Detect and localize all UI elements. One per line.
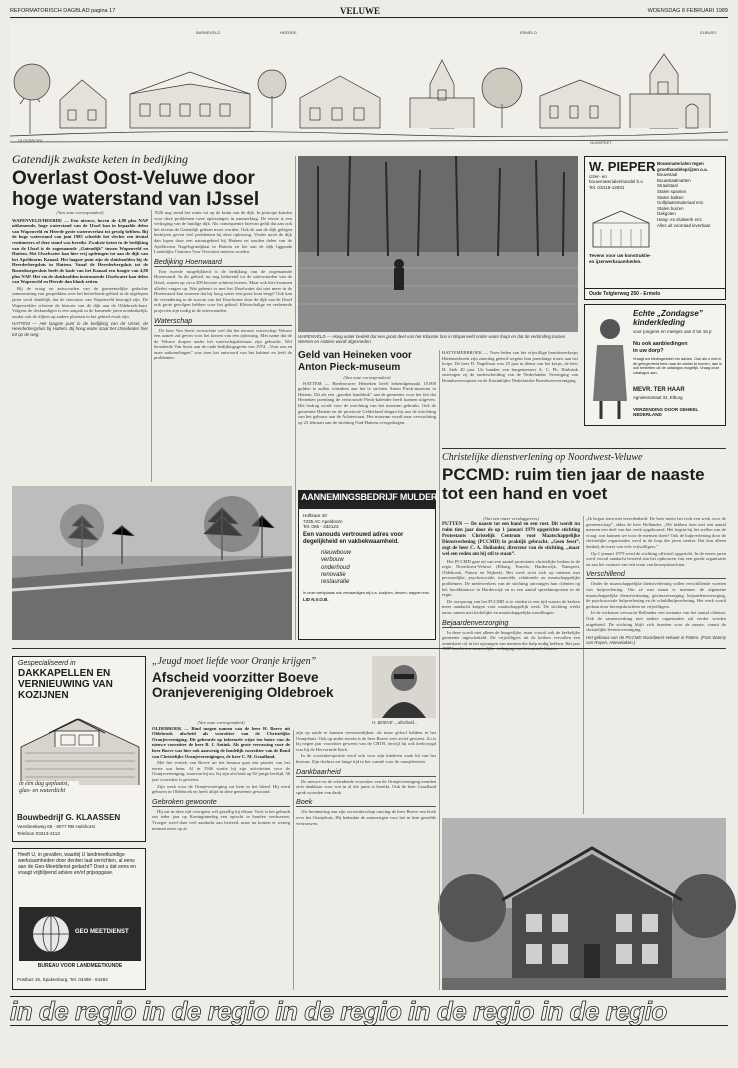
article-text: HATTEMERBROEK — Twee leden van het vrijwillige brandweerkorps Hattemerbroek zijn zaterdag geëerd wegens hun jarenlange trouw aan het korps. De heer D. Nagelhout was 25 jaar in dienst van het korps, de heer H. Stek 40 jaar. Uit handen van burgemeester A. C. Ph. Harbrink ontvingen zij de onderscheiding van de Nederlandse Vereniging van Brandweercorpsen en de Koninklijke Nederlandse Brandweervereniging. — [442, 350, 578, 383]
ad-klaassen-address: Veenbeekweg 65 - 8077 RB Hulshorst — [17, 824, 95, 829]
article-pccmd-col1 — [442, 516, 580, 814]
article-headline: PCCMD: ruim tien jaar de naaste tot een hand en voet — [442, 465, 705, 503]
pccmd-caption: Het gebouw van de PCCMD Noordwest-Veluwe in Putten. (Foto Wanny van Royen, Hoevelaken.) — [586, 634, 726, 645]
subheading-gewoonte: Gebroken gewoonte — [152, 797, 290, 807]
article-afscheid-col2 — [296, 730, 436, 992]
ad-mulder-footer: In onze werkplaats ook vervaardigen wij o.a. kozijnen, deuren, trappen enz. — [303, 590, 430, 595]
ad-kinderkleding — [584, 304, 726, 426]
ad-pieper-item: Stalen balken — [657, 194, 684, 200]
banner-label-ermelo: ERMELO — [520, 30, 537, 35]
article-paragraph: De oorsprong van het PCCMD is te vinden in een tijd waarin de kerken meer aandacht kregen voor maatschappelijk werk. De stichting werkt nauw samen met kerkelijke en maatschappelijke instellingen. — [442, 598, 580, 615]
ad-klaassen-top: Gespecialiseerd in — [18, 660, 76, 667]
ad-klaassen-phone: Telefoon 03413-2113 — [17, 831, 60, 836]
article-paragraph: Met het vertrek van Boeve uit het bestuur gaat een pionier van het eerste uur heen. Al in 1946 startte hij zijn activiteiten voor de Oranjevereniging, waarvan hij nu, bij zijn afscheid op 82-jarige leeftijd, 36 jaar voorzitter is geweest. — [152, 760, 290, 782]
ad-mulder-header — [299, 491, 456, 509]
ad-geo-meetdienst — [12, 848, 146, 990]
article-kicker: Gatendijk zwakste keten in bedijking — [12, 152, 188, 166]
photo-pccmd-building — [442, 818, 726, 990]
banner-label-heerde: HEERDE — [280, 30, 297, 35]
page-header — [10, 6, 728, 18]
ad-pieper — [584, 156, 726, 300]
article-paragraph: Bij de vraag en antwoorden van de gemeentelijke gedachte samenvatting van gesprekken over het betreffende gebied in de afgelopen jaren werd duidelijk dat de inwoners van Wapenveld bezorgd zijn. De Wapenvelder schetste de historie van de dijk aan de Oldebroek-kant. Volgens de deskundigen is een aanpak in de komende jaren noodzakelijk, omdat ook de dijken op andere plaatsen in het gebied zwak zijn. — [12, 285, 148, 319]
article-byline: (Van onze correspondent) — [343, 375, 391, 380]
column-rule — [583, 516, 584, 814]
geo-logo-text: GEO MEETDIENST — [75, 929, 129, 935]
article-paragraph: In de toekomst verwacht Hollander een toename van het aantal cliënten. Ook de samenwerking met andere organisaties zal verder worden uitgebreid. De stichting blijft zich inzetten voor de naaste, vanuit de christelijke levensovertuiging. — [586, 610, 726, 633]
photo-flood-caption: WAPENVELD — Hoog water bedekt dat een groot deel van het Klooster bos in Wapenveld onder water loopt en dat de verbinding tussen Wemen en Hattem wordt afgesneden. — [298, 334, 566, 345]
article-paragraph: Het PCCMD gaat uit van een aantal protestants christelijke kerken in de regio Noordwest-Veluwe (Elburg, Ermelo, Harderwijk, Nunspeet, Oldebroek, Putten en Nijkerk). Het werk richt zich op mensen met persoonlijke, psychosociale, materiële, relationele en maatschappelijke problemen. De medewerkers van de stichting ontvangen hun cliënten op het hoofdkantoor in Harderwijk en in een aantal spreekuurposten in de regio. — [442, 558, 580, 598]
subheading-verschillend: Verschillend — [586, 569, 726, 579]
article-paragraph: Zijn werk voor de Oranjevereniging zat hem in het bloed. Hij werd geboren in Oldebroek en heeft altijd in deze gemeente gewoond. — [152, 783, 290, 795]
ad-pieper-item: Hang- en sluitwerk enz. — [657, 216, 703, 222]
ad-klaassen — [12, 656, 146, 842]
column-rule — [151, 210, 152, 482]
article-pccmd — [442, 452, 726, 514]
article-paragraph: „Ik begon toen met tevredenheid. De heer noem het toch een werk voor de gemeenschap”, aldus de heer Hollander. „We hebben toen met een aantal mensen een deel van het werk opgebouwd. Het begint bij het stellen van de vraag: wat kunnen we voor de mensen doen? Ook de hulpverlening door de christelijke organisaties werd in de loop der jaren sterker. Dat kon alleen dankzij de inzet van vele vrijwilligers.” — [586, 516, 726, 549]
article-afscheid-col1 — [152, 720, 290, 992]
ad-pieper-item: Bouwstaal — [657, 172, 678, 178]
photo-caption: HATTEM — Het laagste punt in de bedijking van de IJssel, de Heerderbergsluis bij Hattem. Bij hoog water staat het IJsselwater hier tot op de weg. — [12, 321, 148, 337]
ad-mulder-service: nieuwbouw — [321, 549, 352, 556]
ad-mulder-service: verbouw — [321, 557, 344, 564]
article-paragraph: Onder de maatschappelijke dienstverlening vallen verschillende vormen van hulpverlening. Om ze met naam te noemen: de algemene maatschappelijke dienstverlening, gezinsverzorging, bejaardenverzorging, de psychosociale hulpverlening en de schuldhulpverlening. Het werk wordt gedaan door beroepskrachten en vrijwilligers. — [586, 581, 726, 609]
article-overlast-col1 — [12, 210, 148, 482]
ad-pieper-item: Alles uit voorraad leverbaar — [657, 222, 711, 228]
ad-klaassen-title: DAKKAPELLEN EN VERNIEUWING VAN KOZIJNEN — [18, 668, 113, 701]
ad-geo-bar: BUREAU VOOR LANDMEETKUNDE — [37, 963, 123, 969]
article-pccmd-col2 — [586, 516, 726, 814]
ad-mulder-service: renovatie — [321, 572, 346, 578]
ad-kinder-question: in uw dorp? — [633, 348, 664, 354]
article-paragraph: De nieuwe en de scheidende voorzitter van de Oranjevereniging toonden zich dankbaar voor wat in al die jaren is bereikt. Ook de heer Graafland sprak woorden van dank. — [296, 778, 436, 795]
article-headline: Afscheid voorzitter Boeve Oranjevereniging Oldebroek — [152, 670, 334, 700]
ad-klaassen-mid: in één dag geplaatst, glas- en waterdicht — [19, 781, 79, 795]
ad-pieper-item: Bouwmaterialen tegen groothandelsprijzen o.a. — [657, 161, 708, 172]
ad-pieper-item: Stalen buizen — [657, 205, 684, 211]
article-heineken — [298, 350, 436, 460]
ad-pieper-sub: IJzer- en bouwmaterialenhandel b.v. — [589, 174, 644, 184]
article-text: HATTEM — Bierbrouwer Heineken heeft bekendgemaakt 10.000 gulden te zullen schenken aan het te stichten Anton Pieck-museum in Hattem. Dit als een „gouden handdruk” aan de gemeente voor het feit dat Heineken jarenlang de vertrouwde Pieck-kalender heeft kunnen uitgeven. Het bedrag wordt voor de inrichting van het museum gebruikt. Ook de gemeente Hattem en de provincie Gelderland dragen bij aan de inrichting van het gebouw aan de Achterstraat. Het museum wordt naar verwachting op 23 februari aan de stichting Oud-Hattem overgedragen. — [298, 380, 436, 425]
ad-geo-text: Heeft U, in gevallen, waarbij U landmeetkundige werkzaamheden door derden laat verrichten, al eens aan de Geo-Meetdienst gedacht? Doet u dat eens en vraagt vrijblijvend advies en/of prijsopgave. — [18, 852, 136, 876]
article-byline: (Van onze correspondent) — [197, 720, 245, 725]
article-paragraph: In de voorzitterspositie werd ook voor zijn kinderen vaak lid van het bestuur. Zijn dochter zat lange tijd in het comité voor de oranjefeesten. — [296, 753, 436, 764]
ad-mulder-service: restauratie — [321, 579, 350, 586]
ad-pieper-phone: Tel. 03418-12831 — [589, 185, 625, 190]
ad-mulder — [298, 490, 456, 640]
article-paragraph: Als herinnering aan zijn voorzitterschap ontving de heer Boeve een boek over het Oranjehuis. Hij bedankte de aanwezigen voor het in hem gestelde vertrouwen. — [296, 809, 436, 826]
ad-kinder-intro: voor jongens en meisjes van 0 tot 16 jr. — [633, 329, 713, 334]
article-paragraph: zijn op aarde te kunnen verwezenlijken, als maar geloof hebben in het Oranjehuis. Ook op ander terrein is de heer Boeve zeer actief geweest. Zo is hij negen jaar voorzitter geweest van de CBTB, terwijl hij ook kerkvoogd was bij de Hervormde Kerk. — [296, 730, 436, 752]
subheading-dankbaarheid: Dankbaarheid — [296, 767, 436, 777]
ad-mulder-company: AANNEMINGSBEDRIJF MULDER B.V. — [301, 492, 456, 502]
ad-pieper-item: Stalen spanten — [657, 188, 687, 194]
article-headline: Overlast Oost-Veluwe door hoge waterstand van IJssel — [12, 168, 260, 210]
banner-drawing — [10, 24, 728, 148]
ad-kinder-footer: VERZENDING DOOR GEHEEL NEDERLAND — [633, 407, 699, 418]
article-paragraph: Op 1 januari 1979 werd de stichting officieel opgericht. In de eerste jaren werd vooral aandacht besteed aan het opbouwen van een goede organisatie en aan het vormen van een team van beroepskrachten. — [586, 550, 726, 567]
child-figure — [589, 311, 631, 421]
article-kicker: Christelijke dienstverlening op Noordwest-Veluwe — [442, 452, 643, 463]
article-hattemerbroek — [442, 350, 578, 450]
ad-mulder-services — [299, 546, 435, 587]
article-paragraph: De heer Van Soest verwachtte wel dat het nieuwe waterschap Veluwe een aanzet zal geven voor het kiezen van een oplossing. Met name dat de de Veluwe dorpen onder het waterschapsbestuur zijn gebracht. Wel benaderde Van Soest aan de oude bedijkingsgrens van 1974. „Voor ons en onze nakomelingen” was toen het antwoord van het kabinet en leeft de problemen. — [154, 327, 292, 361]
footer-banner — [10, 996, 728, 1026]
column-rule — [295, 156, 296, 640]
banner-label-nunspeet: NUNSPEET — [590, 140, 612, 145]
article-paragraph: Hij zat in deze tijd overigens wel gezellig bij elkaar. Toch is het gebruik om ieder jaar op Koninginnedag een optocht te houden verdwenen. Vroeger werd daar veel aandacht aan besteed, maar nu komen er weinig mensen meer op af. — [152, 808, 290, 831]
article-afscheid — [152, 656, 364, 716]
banner-label-elburg: ELBURG — [700, 30, 717, 35]
ad-pieper-item: Dakgoten — [657, 211, 676, 217]
banner-label-barneveld: BARNEVELD — [196, 30, 221, 35]
article-paragraph: In deze wordt niet alleen de burgerlijke, maar vooral ook de kerkelijke gemeente ingeschakeld. De vrijwilligers uit de kerken vervullen een onmisbare rol in het opvangen van mensen die hulp nodig hebben. Het jaar — [442, 629, 580, 646]
header-center: VELUWE — [340, 6, 381, 16]
portrait-boeve — [372, 656, 436, 718]
article-lead: PUTTEN — De naaste tot een hand en een voet. Dit wordt nu ruim tien jaar door de op 1 januari 1979 opgerichte stichting Protestants Christelijk Centrum voor Maatschappelijke Dienstverlening (PCCMD) in praktijk gebracht. „Geen feest”, zegt de heer C. A. Hollander, directeur van de stichting, „maar wel een reden om bij stil te staan”. — [442, 521, 580, 557]
article-lead: OLDEBROEK — Bind mogen namen van de heer H. Boeve uit Oldebroek afscheid als voorzitter van de Christelijke Oranjevereniging. Dit gebeurde op informele wijze ten huize van de nieuwe voorzitter de heer B. J. Antink. Als grote verrassing voor de heer Boeve was hier ook aanwezig de landelijk voorzitter van de Bond van Christelijke Oranjeverenigingen, de heer C. M. Graafland. — [152, 725, 290, 759]
photo-dike — [12, 486, 292, 640]
subheading-waterschap: Waterschap — [154, 316, 292, 326]
ad-kinder-title: Echte „Zondagse” kinderkleding — [633, 309, 703, 327]
building-photo — [442, 818, 726, 990]
ad-kinder-addr: Agnietenstraat 32, Elburg — [633, 395, 683, 400]
ad-mulder-address: Hoftsaar 40 7335 AC Apeldoorn Tel. 055 - 332123 — [303, 513, 343, 530]
section-rule — [12, 648, 726, 649]
article-byline: (Van een onzer verslaggevers) — [483, 516, 539, 521]
ad-mulder-members: LID N.V.O.B. — [303, 597, 329, 603]
subheading-boek: Boek — [296, 797, 436, 807]
section-rule — [442, 448, 726, 449]
ad-pieper-item: Bouwstaalmatten — [657, 177, 691, 183]
article-paragraph: 1926 nog stond het water tot op de kruin van de dijk. In principe konden voor deze problemen twee oplossingen in aanmerking. De eerste is een verhoging van de huidige dijk. Als consequentie hiervan geldt dat aan ook het niveau de Gatendijk gedaan moet worden. Ook de aan de dijk gelegen bedrijven geven veel problemen bij deze oplossing. Verder moet de dijk dan lopen door een natuurgebied bij Hattem en zouden delen van de Apeldoorns Nagelsgrindplaat in Hattem en het aan de dijk liggende Landelijke Centrum Voor Overstort moeten worden. — [154, 210, 292, 255]
ad-pieper-name: W. PIEPER — [589, 159, 656, 174]
column-rule — [439, 350, 440, 990]
ad-kinder-name: MEVR. TER HAAR — [633, 387, 685, 393]
article-paragraph: Een tweede mogelijkheid is de bedijking van de zogenaamde Hoenwaard. In dit gebied, nu nog behorend tot de uiterwaarden van de IJssel, wonen op circa 300 hectare achttien boeren. Maar ook hier kwamen allerlei vragen op. Wat gebeurt er met het IJsselwater dat niet meer in de Hoenwaard kan stromen dat bij hoog water een grote kom bergt? Ook kan de verandering in de stroom van het IJsselwater door de dijk van de IJssel ook grote gevolgen hebben voor het gebied. Kleinschalige en verbeterde projecten zijn nodig in de uiterwaarden. — [154, 268, 292, 313]
footer-banner-text: in de regio in de regio in de regio in de regio in de regio — [10, 996, 667, 1026]
subheading-bejaarden: Bejaardenverzorging — [442, 618, 580, 628]
ad-pieper-promo: Tevens voor uw konstruktie- en ijzerwerkzaamheden. — [589, 253, 651, 264]
banner-illustration — [10, 24, 728, 148]
ad-geo-address: Postbus 15, Spakenburg. Tel. 03499 - 84284 — [17, 977, 108, 982]
warehouse-icon — [591, 209, 651, 249]
ad-pieper-item: Straalstaal — [657, 183, 678, 189]
ad-pieper-list — [657, 161, 723, 228]
ad-pieper-item: Golfplaatsmateriaal enz. — [657, 200, 705, 206]
photo-boeve — [372, 656, 436, 718]
header-left: REFORMATORISCH DAGBLAD pagina 17 — [10, 8, 116, 14]
ad-kinder-text: Vraagt uw kledingwinkel om advies. Ook als u niet in de gelegenheid bent naar de winkel te komen, dan is ook bestellen uit de catalogus mogelijk. Vraag onze catalogus aan. — [633, 357, 722, 375]
geo-logo — [19, 907, 141, 961]
banner-label-oldebroek: OLDEBROEK — [18, 138, 43, 143]
article-headline: Geld van Heineken voor Anton Pieck-museum — [298, 350, 412, 373]
subheading-hoenwaard: Bedijking Hoenwaard — [154, 257, 292, 267]
header-right: WOENSDAG 8 FEBRUARI 1989 — [647, 8, 728, 14]
column-rule — [293, 730, 294, 990]
article-lead: WAPENVELD/HEERDE — Een nieuwe, hoven de 4,80 plus NAP uitkomende, hoge waterstand van de IJssel kan in bepaalde delen van Wapenveld en Heerde grote wateroverlast tot gevolg hebben. Bij de hoge waterstand van juni 1983 scheelde het slechts een tiental centimeters of deze stand was bereikt. Zwakste keten in de bedijking van de IJssel is de zogenaamde „Gatendijk” tussen Wapenveld en Hattem. Het IJsselwater kan hier vrij opdringen tot aan de dijk van het Apeldoorns Kanaal. Het laagste punt zijn de sluishoofden bij de Heerderbergsluis in Hattem. Vanaf de Heerderbergsluis tot de Bonenburgersluis heeft de kade van het Kanaal een hoogte van 4,80 plus NAP. Het via de sluishoofden instromende IJsselwater kan delen van Wapenveld en Heerde dan blank zetten. — [12, 217, 148, 285]
ad-klaassen-name: Bouwbedrijf G. KLAASSEN — [17, 813, 121, 822]
article-overlast-col2 — [154, 210, 292, 482]
article-byline: (Van onze correspondent) — [56, 210, 104, 215]
ad-mulder-slogan: Een vanouds vertrouwd adres voor degelijkheid en vakbekwaamheid. — [303, 531, 404, 545]
article-kicker: „Jeugd moet liefde voor Oranje krijgen” — [152, 656, 317, 667]
photo-boeve-caption: H. BOEVE ...afscheid... — [372, 720, 418, 725]
ad-mulder-service: onderhoud — [321, 564, 350, 571]
flood-forest — [298, 156, 578, 332]
ad-pieper-address: Oude Telgterweg 250 - Ermelo — [585, 288, 725, 299]
ad-kinder-sale: Nu ook aanbiedingen — [633, 341, 688, 347]
dike-landscape — [12, 486, 292, 640]
dormer-icon — [19, 713, 141, 787]
photo-flood — [298, 156, 578, 332]
